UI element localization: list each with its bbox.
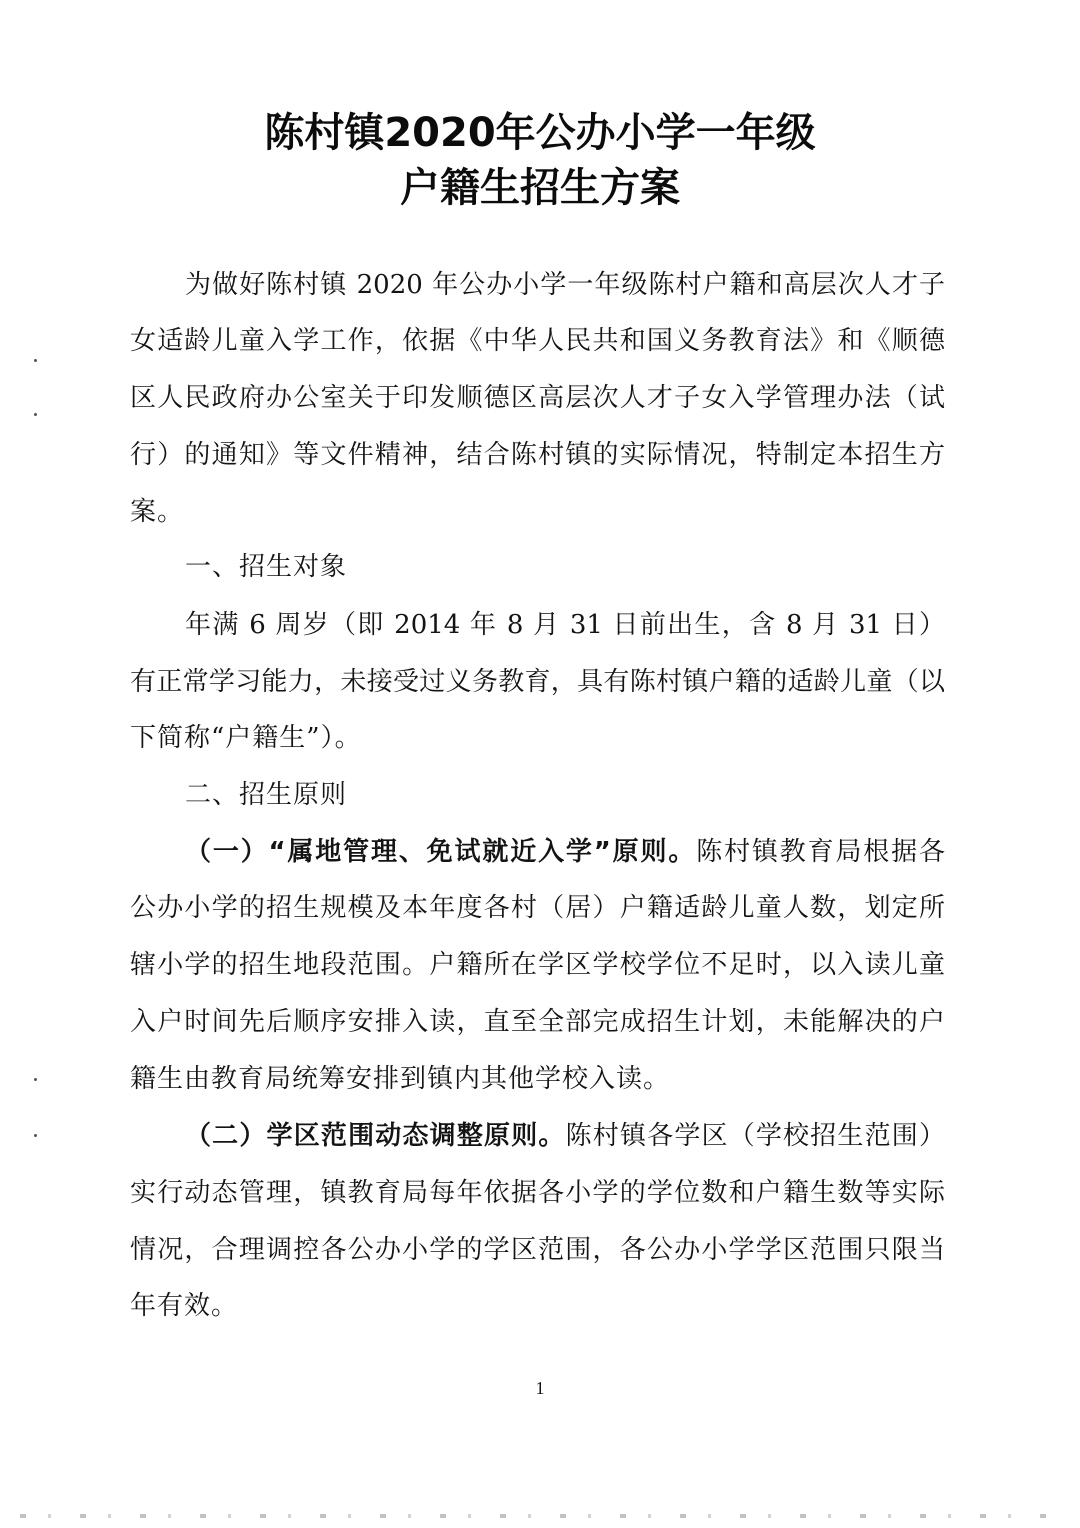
- document-title-line-1: 陈村镇2020年公办小学一年级: [264, 110, 816, 156]
- section1-line: 年满 6 周岁（即 2014 年 8 月 31 日前出生，含 8 月 31 日）: [185, 610, 945, 640]
- principle-1-title: （一）“属地管理、免试就近入学”原则。: [185, 837, 697, 867]
- document-title-line-2: 户籍生招生方案: [400, 165, 680, 211]
- scan-speck: [34, 413, 37, 416]
- principle-2-line: 年有效。: [130, 1291, 239, 1321]
- scan-edge-noise: [20, 1514, 1060, 1518]
- scan-speck: [34, 1078, 37, 1081]
- principle-2-line: 实行动态管理，镇教育局每年依据各小学的学位数和户籍生数等实际: [130, 1178, 945, 1208]
- principle-2-line: 情况，合理调控各公办小学的学区范围，各公办小学学区范围只限当: [130, 1235, 945, 1265]
- principle-2-text: 陈村镇各学区（学校招生范围）: [565, 1121, 945, 1151]
- principle-1-line: 籍生由教育局统筹安排到镇内其他学校入读。: [130, 1064, 671, 1094]
- principle-1-line: 公办小学的招生规模及本年度各村（居）户籍适龄儿童人数，划定所: [130, 893, 945, 923]
- principle-1-first-line: [185, 832, 945, 872]
- section-heading-enrollment-target: 一、招生对象: [185, 552, 348, 582]
- principle-1-text: 陈村镇教育局根据各: [696, 837, 945, 867]
- section1-line: 下简称“户籍生”）。: [130, 723, 362, 753]
- principle-2-title: （二）学区范围动态调整原则。: [185, 1121, 566, 1151]
- intro-line: 为做好陈村镇 2020 年公办小学一年级陈村户籍和高层次人才子: [185, 270, 945, 300]
- intro-line: 行）的通知》等文件精神，结合陈村镇的实际情况，特制定本招生方: [130, 440, 945, 470]
- page-number: 1: [535, 1378, 545, 1398]
- intro-line: 区人民政府办公室关于印发顺德区高层次人才子女入学管理办法（试: [130, 383, 945, 413]
- section1-line: 有正常学习能力，未接受过义务教育，具有陈村镇户籍的适龄儿童（以: [130, 667, 945, 697]
- principle-2-first-line: [185, 1116, 945, 1156]
- scan-speck: [34, 359, 37, 362]
- intro-line: 案。: [130, 497, 185, 527]
- section-heading-enrollment-principles: 二、招生原则: [185, 780, 348, 810]
- scan-speck: [34, 1134, 37, 1137]
- intro-line: 女适龄儿童入学工作，依据《中华人民共和国义务教育法》和《顺德: [130, 326, 945, 356]
- principle-1-line: 辖小学的招生地段范围。户籍所在学区学校学位不足时，以入读儿童: [130, 950, 945, 980]
- principle-1-line: 入户时间先后顺序安排入读，直至全部完成招生计划，未能解决的户: [130, 1007, 945, 1037]
